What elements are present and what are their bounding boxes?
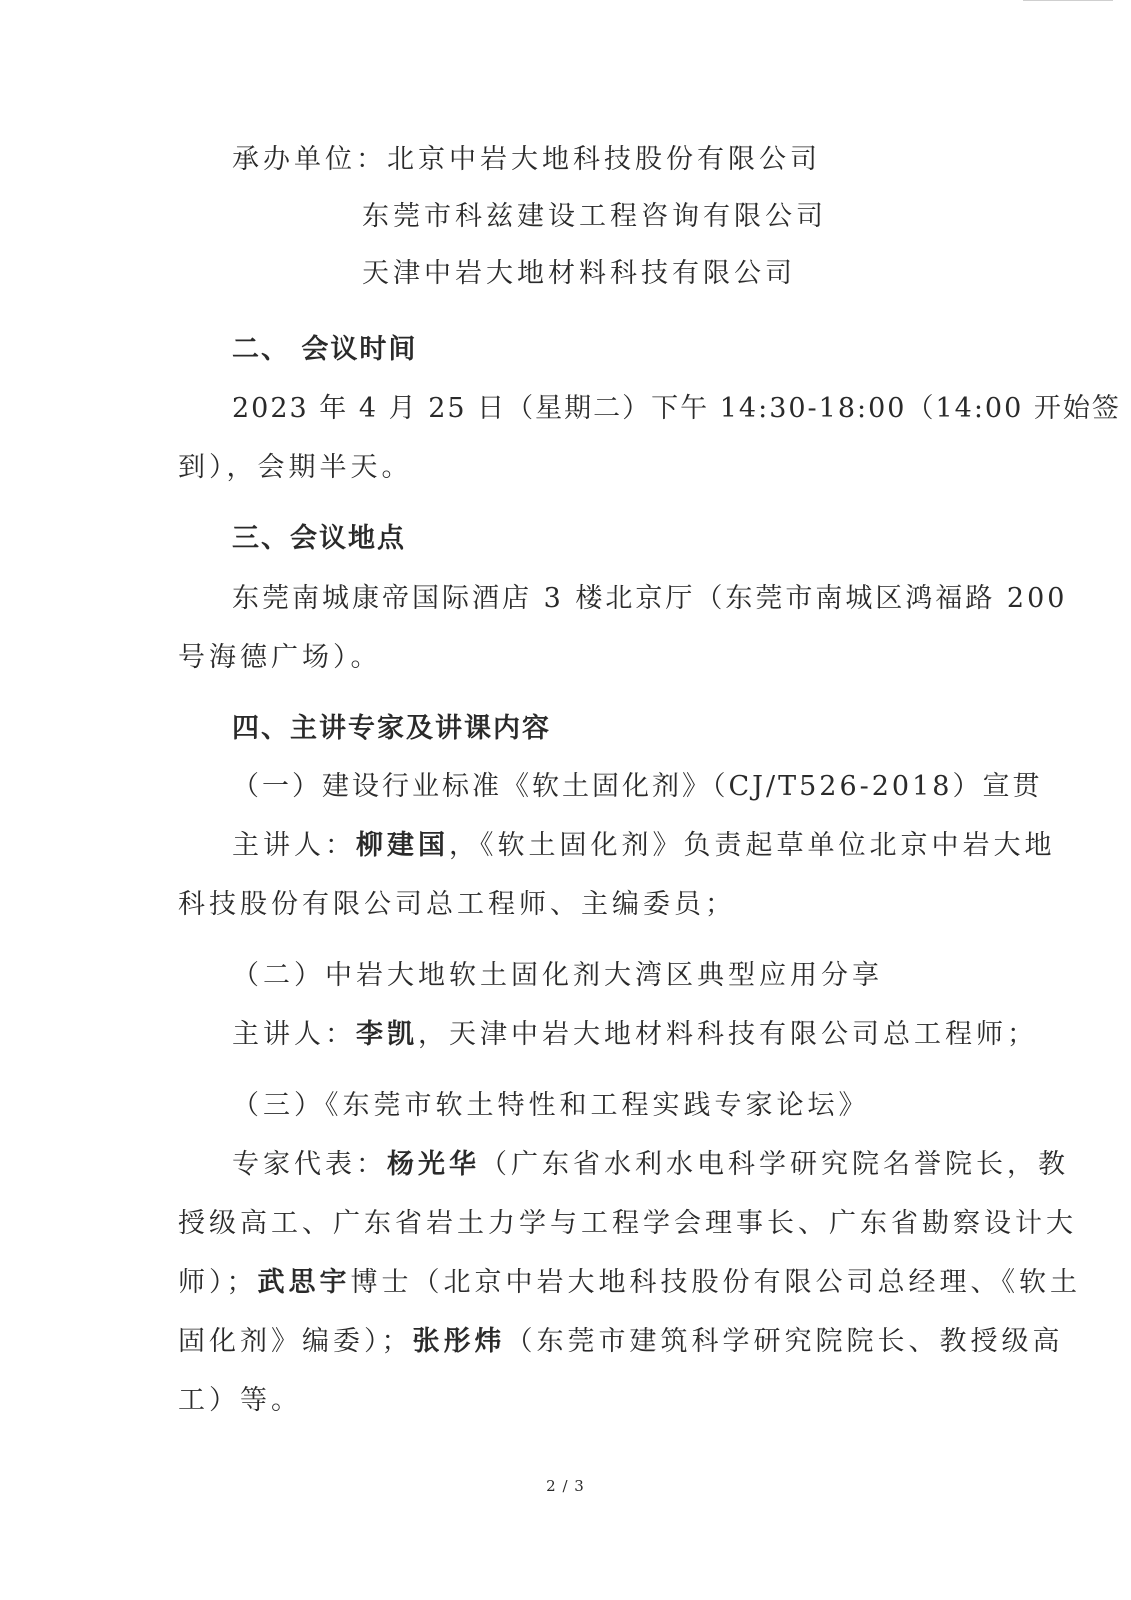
expert-2-desc-a: 博士（北京中岩大地科技股份有限公司总经理、《软土 xyxy=(350,1267,1081,1298)
item-2-speaker-name: 李凯 xyxy=(356,1019,418,1050)
expert-2-name: 武思宇 xyxy=(257,1267,351,1298)
item-1-speaker-desc-1: ，《软土固化剂》负责起草单位北京中岩大地 xyxy=(449,830,1056,861)
item-2-speaker-label: 主讲人： xyxy=(232,1019,356,1050)
scan-edge-mark xyxy=(1023,0,1113,7)
item-3-title: （三）《东莞市软土特性和工程实践专家论坛》 xyxy=(232,1090,870,1121)
section-3-heading: 三、会议地点 xyxy=(232,523,406,554)
section-2-line-2: 到），会期半天。 xyxy=(178,452,413,483)
item-1-speaker-line-1 xyxy=(232,828,1056,864)
item-1-speaker-label: 主讲人： xyxy=(232,830,356,861)
item-1-title: （一）建设行业标准《软土固化剂》（CJ/T526-2018）宣贯 xyxy=(232,771,1043,802)
expert-1-desc-a: （广东省水利水电科学研究院名誉院长，教 xyxy=(480,1149,1069,1180)
section-4-heading: 四、主讲专家及讲课内容 xyxy=(232,713,551,744)
page-number: 2 / 3 xyxy=(546,1477,585,1495)
expert-1-desc-c: 师）； xyxy=(178,1267,258,1298)
item-1-speaker-desc-2: 科技股份有限公司总工程师、主编委员； xyxy=(178,889,736,920)
item-3-experts-label: 专家代表： xyxy=(232,1149,387,1180)
expert-3-desc-a: （东莞市建筑科学研究院院长、教授级高 xyxy=(505,1326,1064,1357)
item-2-speaker-desc: ，天津中岩大地材料科技有限公司总工程师； xyxy=(418,1019,1038,1050)
organizer-company-1: 北京中岩大地科技股份有限公司 xyxy=(387,144,821,175)
section-3-line-2: 号海德广场）。 xyxy=(178,642,382,673)
item-3-experts-line-1 xyxy=(232,1147,1069,1183)
item-3-experts-line-4 xyxy=(178,1324,1064,1360)
section-2-heading: 二、 会议时间 xyxy=(232,334,418,365)
item-3-experts-line-3 xyxy=(178,1265,1081,1301)
section-2-line-1: 2023 年 4 月 25 日（星期二）下午 14:30-18:00（14:00 开始签 xyxy=(232,393,1121,424)
item-2-speaker-line xyxy=(232,1017,1038,1053)
expert-2-desc-b: 固化剂》编委）； xyxy=(178,1326,413,1357)
organizer-company-3: 天津中岩大地材料科技有限公司 xyxy=(362,258,796,289)
item-2-title: （二）中岩大地软土固化剂大湾区典型应用分享 xyxy=(232,960,883,991)
section-3-line-1: 东莞南城康帝国际酒店 3 楼北京厅（东莞市南城区鸿福路 200 xyxy=(232,583,1068,614)
expert-1-name: 杨光华 xyxy=(387,1149,480,1180)
expert-3-name: 张彤炜 xyxy=(412,1326,506,1357)
organizer-line-1 xyxy=(232,142,1032,178)
organizer-label: 承办单位： xyxy=(232,144,387,175)
organizer-company-2: 东莞市科兹建设工程咨询有限公司 xyxy=(362,201,827,232)
expert-3-desc-b: 工）等。 xyxy=(178,1385,302,1416)
expert-1-desc-b: 授级高工、广东省岩土力学与工程学会理事长、广东省勘察设计大 xyxy=(178,1208,1077,1239)
item-1-speaker-name: 柳建国 xyxy=(356,830,449,861)
